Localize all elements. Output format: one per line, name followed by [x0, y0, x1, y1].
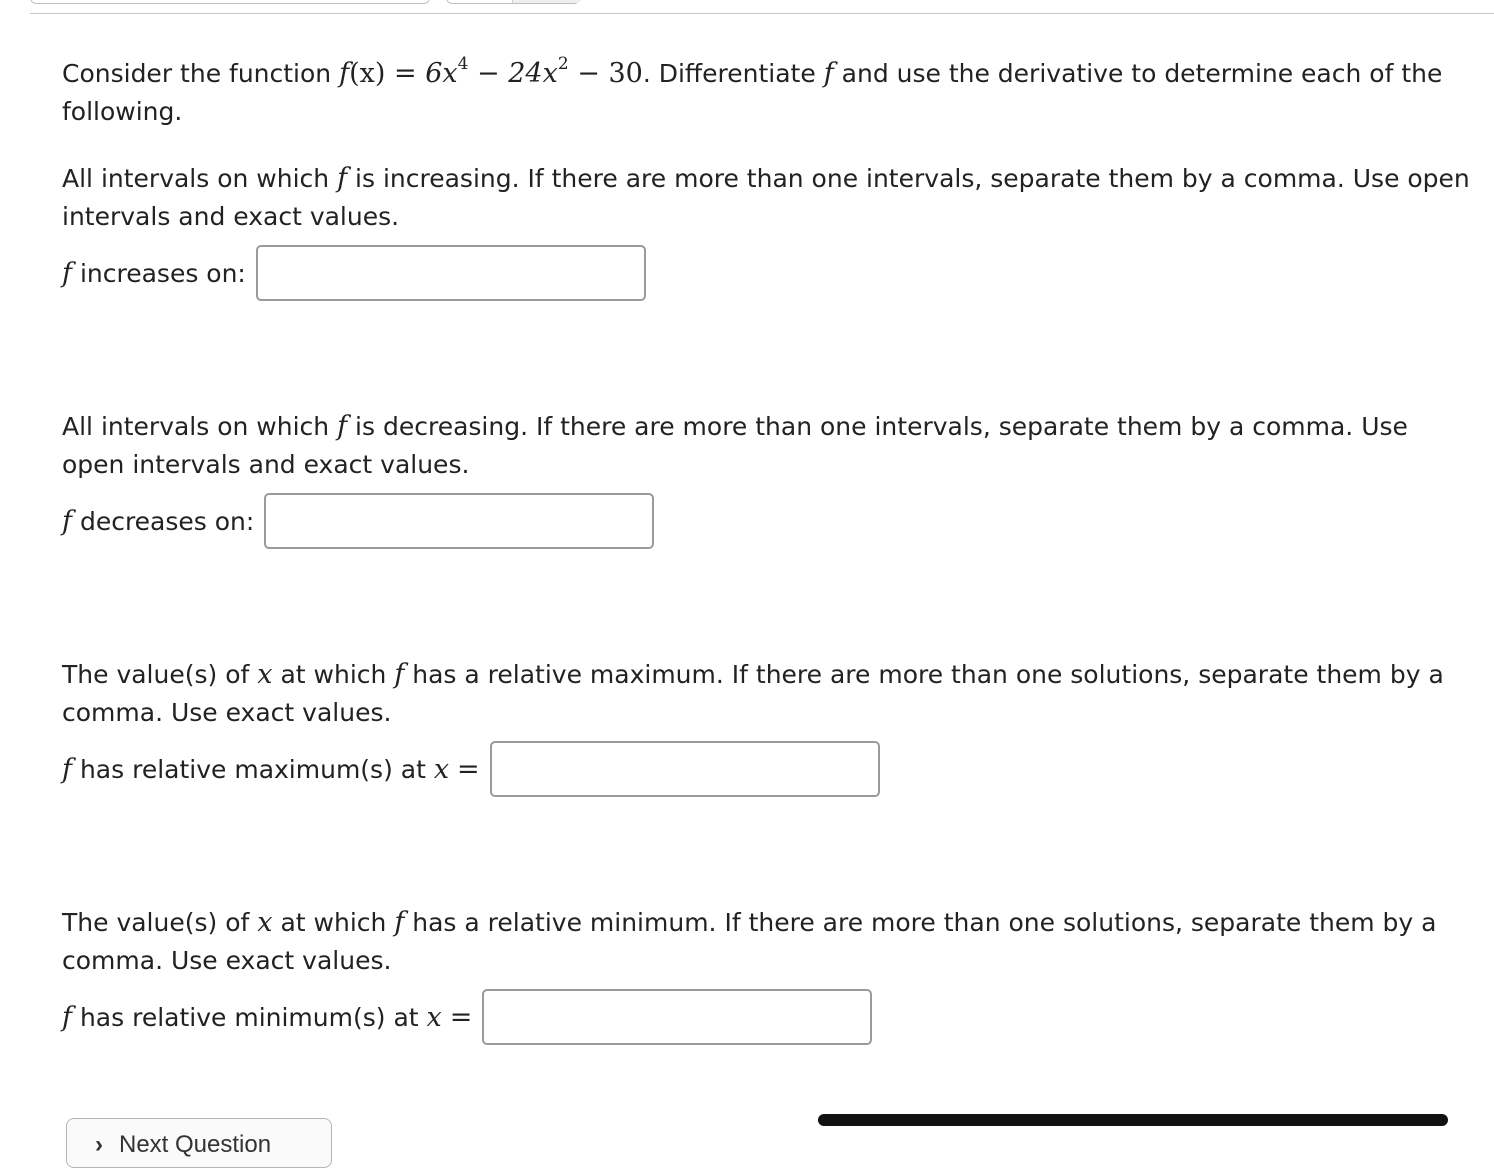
top-partial-field[interactable]	[30, 0, 430, 4]
maximum-input[interactable]	[490, 741, 880, 797]
minimum-text-b: at which	[280, 908, 387, 937]
minimum-instructions	[62, 904, 1472, 980]
minimum-text-a: The value(s) of	[62, 908, 250, 937]
increasing-input[interactable]	[256, 245, 646, 301]
maximum-label	[62, 754, 480, 785]
x-symbol: x	[257, 659, 273, 690]
minus-sign-2: −	[577, 58, 600, 89]
maximum-section	[62, 656, 1472, 800]
x-symbol: x	[257, 907, 273, 938]
decreasing-section	[62, 408, 1472, 552]
intro-section	[62, 48, 1472, 131]
f-symbol: f	[62, 1001, 72, 1033]
top-partial-button-segment[interactable]	[512, 0, 579, 3]
decreasing-text-b: is decreasing. If there are more than one intervals, separate them by a comma. Use open intervals and exact values.	[62, 412, 1408, 479]
term-a: 6x	[425, 58, 458, 89]
f-symbol: f	[823, 58, 834, 89]
increasing-label	[62, 258, 246, 289]
exponent-a: 4	[457, 54, 469, 74]
top-divider	[30, 13, 1494, 14]
intro-paragraph	[62, 48, 1472, 131]
f-symbol: f	[337, 163, 348, 194]
increasing-answer-row	[62, 242, 1472, 304]
f-symbol: f	[62, 505, 72, 537]
f-symbol: f	[337, 411, 348, 442]
increasing-label-text: increases on:	[79, 258, 246, 288]
f-symbol: f	[62, 257, 72, 289]
decreasing-label-text: decreases on:	[79, 506, 255, 536]
increasing-text-b: is increasing. If there are more than one intervals, separate them by a comma. Use open intervals and exact values.	[62, 164, 1470, 231]
f-symbol: f	[394, 907, 405, 938]
minimum-label-text: has relative minimum(s) at	[79, 1002, 419, 1032]
minimum-input[interactable]	[482, 989, 872, 1045]
function-arg: (x)	[349, 58, 386, 89]
decreasing-text-a: All intervals on which	[62, 412, 330, 441]
progress-bar	[818, 1114, 1448, 1126]
top-partial-button-group[interactable]	[446, 0, 580, 4]
exponent-b: 2	[557, 54, 569, 74]
term-b: 24x	[508, 58, 558, 89]
maximum-label-text: has relative maximum(s) at	[79, 754, 426, 784]
chevron-right-icon: ›	[95, 1131, 103, 1158]
equals-sign: =	[457, 753, 480, 785]
intro-after-expr: . Differentiate	[642, 59, 816, 88]
increasing-text-a: All intervals on which	[62, 164, 330, 193]
f-symbol: f	[394, 659, 405, 690]
increasing-instructions	[62, 160, 1472, 236]
equals-sign: =	[449, 1001, 473, 1033]
maximum-text-a: The value(s) of	[62, 660, 250, 689]
next-question-button[interactable]	[66, 1118, 332, 1168]
minus-sign-1: −	[477, 58, 500, 89]
function-definition	[339, 54, 643, 89]
minimum-section	[62, 904, 1472, 1048]
intro-suffix: and use the derivative to determine each of the following.	[62, 59, 1443, 126]
term-c: 30	[608, 58, 643, 89]
minimum-label	[62, 1002, 472, 1033]
f-symbol: f	[62, 753, 72, 785]
function-name: f	[339, 58, 350, 89]
next-question-label: Next Question	[119, 1131, 272, 1158]
increasing-section	[62, 160, 1472, 304]
decreasing-input[interactable]	[264, 493, 654, 549]
maximum-text-b: at which	[280, 660, 387, 689]
maximum-instructions	[62, 656, 1472, 732]
minimum-text-c: has a relative minimum. If there are more than one solutions, separate them by a comma. Use exact values.	[62, 908, 1437, 975]
decreasing-answer-row	[62, 490, 1472, 552]
x-symbol: x	[433, 753, 450, 785]
intro-prefix: Consider the function	[62, 59, 332, 88]
maximum-answer-row	[62, 738, 1472, 800]
decreasing-label	[62, 506, 254, 537]
x-symbol: x	[426, 1001, 442, 1033]
minimum-answer-row	[62, 986, 1472, 1048]
maximum-text-c: has a relative maximum. If there are more than one solutions, separate them by a comma. Use exact values.	[62, 660, 1444, 727]
decreasing-instructions	[62, 408, 1472, 484]
equals-sign: =	[393, 58, 417, 89]
